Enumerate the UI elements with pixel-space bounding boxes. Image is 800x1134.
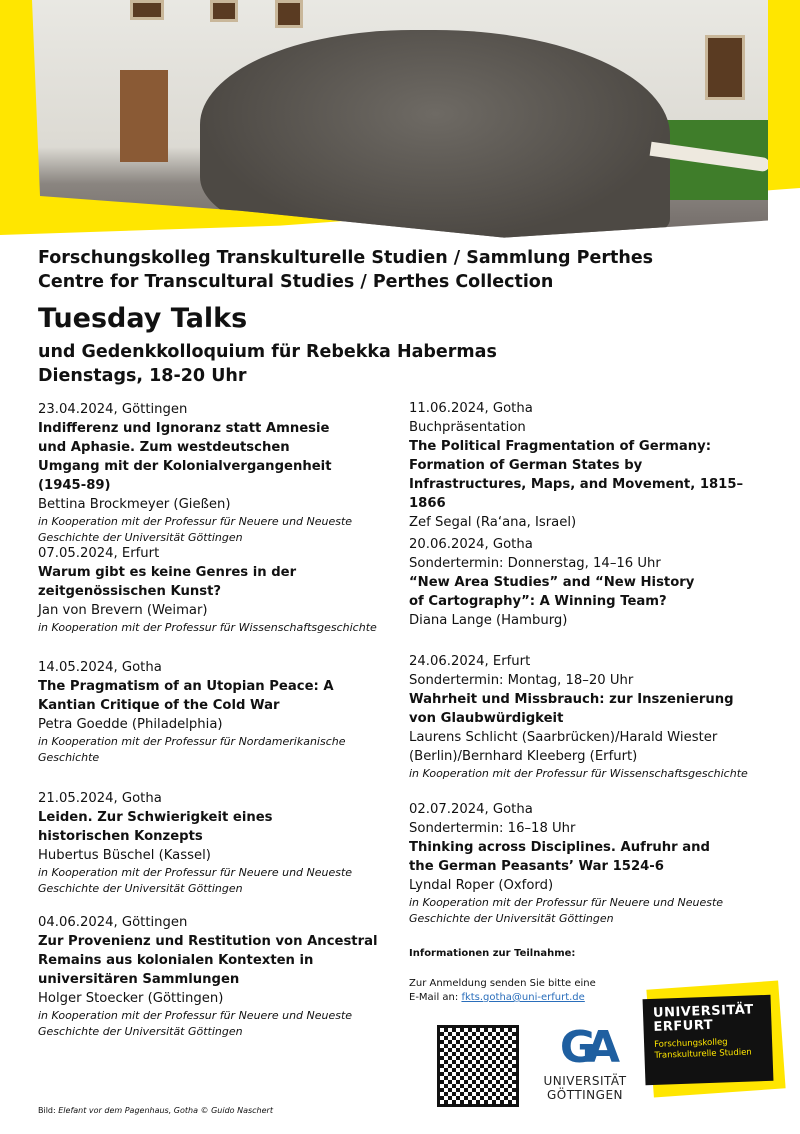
event-item: 14.05.2024, Gotha The Pragmatism of an Utopian Peace: A Kantian Critique of the Cold War Petra Goedde (Philadelphia) in Kooperation mit der Professur für Nordamerikanische Geschichte [38, 660, 346, 764]
registration-text: Zur Anmeldung senden Sie bitte eine E-Mail an: fkts.gotha@uni-erfurt.de [409, 978, 596, 1003]
event-item: 02.07.2024, Gotha Sondertermin: 16–18 Uhr Thinking across Disciplines. Aufruhr and the German Peasants’ War 1524-6 Lyndal Roper (Oxford) in Kooperation mit der Professur für Neuere und Neueste Geschichte der Universität Göttingen [409, 802, 724, 925]
info-heading: Informationen zur Teilnahme: [409, 948, 576, 959]
qr-code[interactable] [437, 1025, 519, 1107]
subtitle: und Gedenkkolloquium für Rebekka Habermas Dienstags, 18-20 Uhr [38, 342, 497, 386]
event-item: 24.06.2024, Erfurt Sondertermin: Montag, 18–20 Uhr Wahrheit und Missbrauch: zur Inszenierung von Glaubwürdigkeit Laurens Schlicht (Saarbrücken)/Harald Wiester (Berlin)/Bernhard Kleeberg (Erfurt) in Kooperation mit der Professur für Wissenschaftsgeschichte [409, 654, 748, 780]
hero-image [0, 0, 800, 240]
erfurt-logo: UNIVERSITÄT ERFURT Forschungskolleg Transkulturelle Studien [642, 985, 782, 1093]
event-item: 04.06.2024, Göttingen Zur Provenienz und Restitution von Ancestral Remains aus kolonialen Kontexten in universitären Sammlungen Holger Stoecker (Göttingen) in Kooperation mit der Professur für Neuere und Neueste Geschichte der Universität Göttingen [38, 915, 378, 1038]
event-item: 07.05.2024, Erfurt Warum gibt es keine Genres in der zeitgenössischen Kunst? Jan von Brevern (Weimar) in Kooperation mit der Professur für Wissenschaftsgeschichte [38, 546, 377, 634]
event-item: 11.06.2024, Gotha Buchpräsentation The Political Fragmentation of Germany: Formation of German States by Infrastructures, Maps, and Movement, 1815–1866 Zef Segal (Ra‘ana, Israel) [409, 401, 744, 530]
page-title: Tuesday Talks [38, 303, 248, 334]
institute-heading: Forschungskolleg Transkulturelle Studien / Sammlung Perthes Centre for Transcultural Studies / Perthes Collection [38, 248, 654, 292]
image-credit: Bild: Elefant vor dem Pagenhaus, Gotha © Guido Naschert [38, 1106, 273, 1115]
goettingen-logo: GA UNIVERSITÄT GÖTTINGEN [543, 1022, 627, 1102]
email-link[interactable]: fkts.gotha@uni-erfurt.de [461, 992, 585, 1003]
event-item: 23.04.2024, Göttingen Indifferenz und Ignoranz statt Amnesie und Aphasie. Zum westdeutschen Umgang mit der Kolonialvergangenheit (1945-89) Bettina Brockmeyer (Gießen) in Kooperation mit der Professur für Neuere und Neueste Geschichte der Universität Göttingen [38, 402, 353, 544]
event-item: 20.06.2024, Gotha Sondertermin: Donnerstag, 14–16 Uhr “New Area Studies” and “New History of Cartography”: A Winning Team? Diana Lange (Hamburg) [409, 537, 695, 628]
event-item: 21.05.2024, Gotha Leiden. Zur Schwierigkeit eines historischen Konzepts Hubertus Büschel (Kassel) in Kooperation mit der Professur für Neuere und Neueste Geschichte der Universität Göttingen [38, 791, 353, 895]
